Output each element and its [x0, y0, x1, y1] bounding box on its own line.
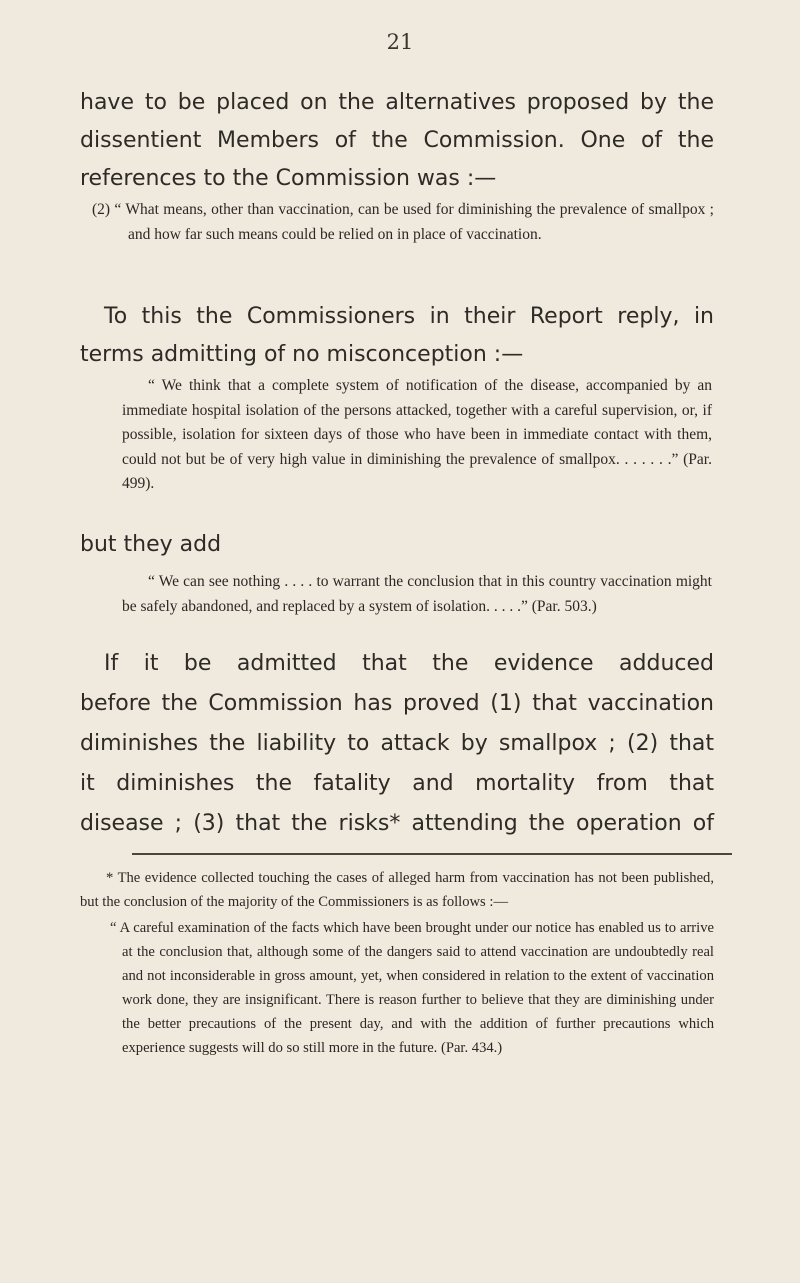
reference-quote-text: (2) “ What means, other than vaccination, can be used for diminishing the prevalence of smallpox ; and how far such means could be relied on in place of vaccination.: [92, 201, 714, 243]
but-they-add: [80, 526, 714, 564]
argument-line: it diminishes the fatality and mortality from that: [80, 771, 714, 796]
argument-line: diminishes the liability to attack by smallpox ; (2) that: [80, 731, 714, 756]
reference-quote: [80, 198, 714, 247]
report-quote-text: “ We think that a complete system of notification of the disease, accompanied by an immediate hospital isolation of the persons attacked, together with a careful supervision, or, if possible, isolation for sixteen days of those who have been in immediate contact with them, could not but be of very high value in diminishing the prevalence of smallpox. . . . . . .” (Par. 499).: [122, 377, 712, 492]
intro-line: have to be placed on the alternatives proposed by the: [80, 90, 714, 115]
intro-paragraph: [80, 84, 714, 198]
page-number: 21: [386, 30, 414, 54]
argument-line: If it be admitted that the evidence adduced: [104, 651, 714, 676]
footnote-quote: “ A careful examination of the facts which have been brought under our notice has enabled us to arrive at the conclusion that, although some of the dangers said to attend vaccination are undoubtedly real and not inconsiderable in gross amount, yet, when considered in relation to the extent of vaccination work done, they are insignificant. There is reason further to believe that they are diminishing under the better precautions of the present day, and with the addition of further precautions which experience suggests will do so still more in the future. (Par. 434.): [110, 920, 714, 1056]
reply-paragraph: [80, 298, 714, 374]
argument-line: disease ; (3) that the risks* attending the operation of: [80, 811, 714, 836]
reply-line: To this the Commissioners in their Report reply, in: [104, 304, 714, 329]
footnote-intro: * The evidence collected touching the cases of alleged harm from vaccination has not been published, but the conclusion of the majority of the Commissioners is as follows :—: [80, 870, 714, 910]
intro-line: references to the Commission was :—: [80, 166, 497, 191]
argument-line: before the Commission has proved (1) that vaccination: [80, 691, 714, 716]
argument-paragraph: [80, 644, 714, 844]
reply-line: terms admitting of no misconception :—: [80, 342, 524, 367]
but-they-add-text: but they add: [80, 532, 222, 557]
footnote: [80, 866, 714, 1060]
second-quote-text: “ We can see nothing . . . . to warrant the conclusion that in this country vaccination might be safely abandoned, and replaced by a system of isolation. . . . .” (Par. 503.): [122, 573, 712, 615]
report-quote: [122, 374, 712, 497]
intro-line: dissentient Members of the Commission. One of the: [80, 128, 714, 153]
footnote-divider: [132, 853, 732, 855]
second-quote: [122, 570, 712, 619]
